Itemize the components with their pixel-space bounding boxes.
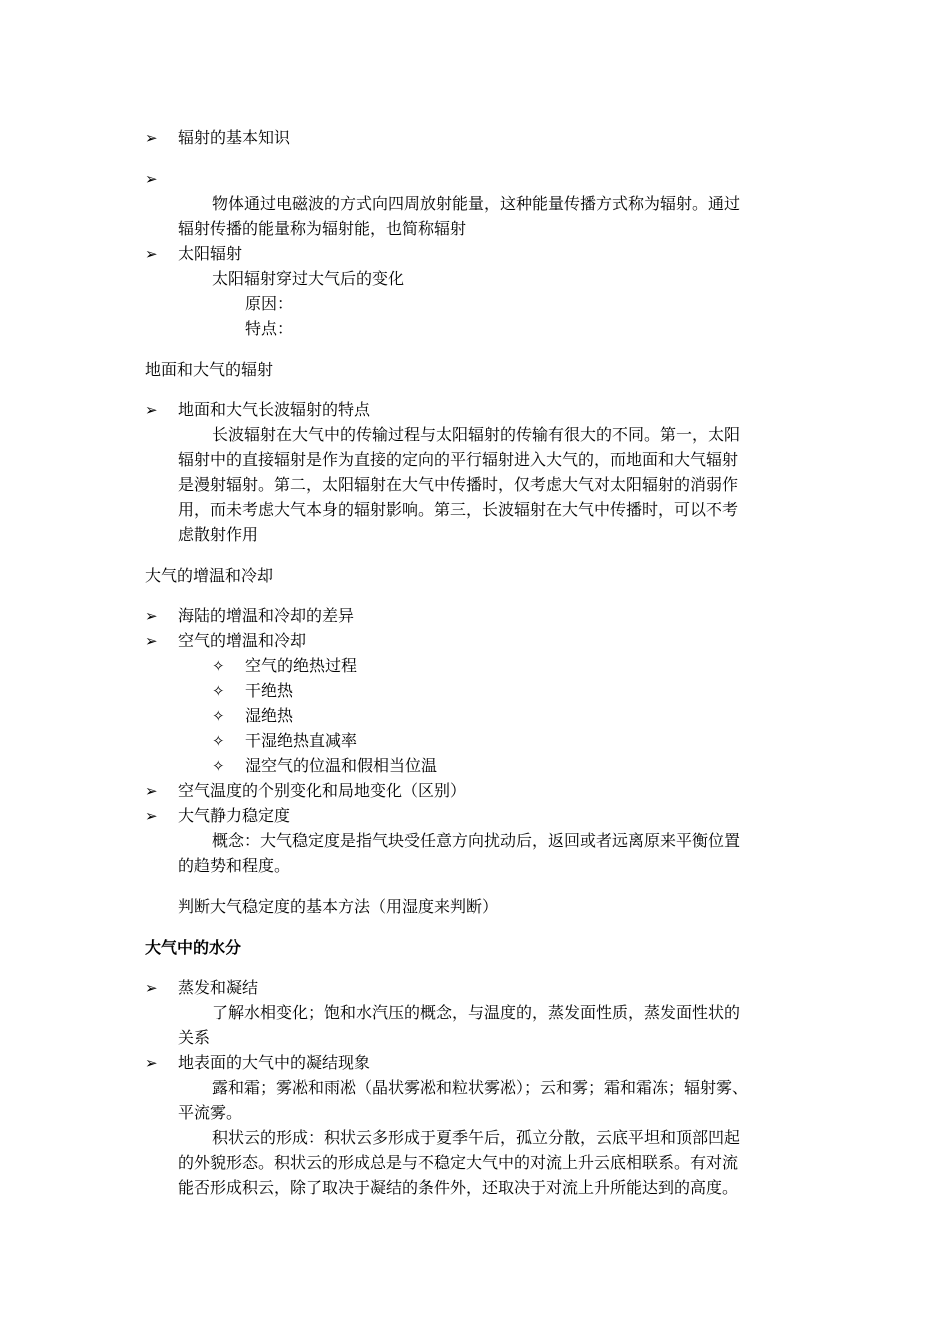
paragraph-line: 用，而未考虑大气本身的辐射影响。第三，长波辐射在大气中传播时，可以不考 <box>178 500 739 519</box>
diamond-bullet-icon: ✧ <box>212 732 225 750</box>
list-item: 空气温度的个别变化和局地变化（区别） <box>178 781 467 800</box>
paragraph-line: 辐射中的直接辐射是作为直接的定向的平行辐射进入大气的，而地面和大气辐射 <box>178 450 739 469</box>
list-item: 太阳辐射 <box>178 244 243 263</box>
paragraph-line: 积状云的形成：积状云多形成于夏季午后，孤立分散，云底平坦和顶部凹起 <box>212 1128 741 1147</box>
paragraph-line: 了解水相变化；饱和水汽压的概念，与温度的，蒸发面性质，蒸发面性状的 <box>212 1003 741 1022</box>
paragraph-line: 辐射传播的能量称为辐射能，也简称辐射 <box>178 219 467 238</box>
list-item: 海陆的增温和冷却的差异 <box>178 606 355 625</box>
arrow-bullet-icon: ➢ <box>145 245 158 263</box>
paragraph-line: 的趋势和程度。 <box>178 856 291 875</box>
sub-item: 空气的绝热过程 <box>245 656 358 675</box>
arrow-bullet-icon: ➢ <box>145 979 158 997</box>
section-heading-bold: 大气中的水分 <box>145 938 242 957</box>
arrow-bullet-icon: ➢ <box>145 129 158 147</box>
list-item: 空气的增温和冷却 <box>178 631 307 650</box>
section-heading: 地面和大气的辐射 <box>145 360 274 379</box>
paragraph-line: 物体通过电磁波的方式向四周放射能量，这种能量传播方式称为辐射。通过 <box>212 194 741 213</box>
diamond-bullet-icon: ✧ <box>212 707 225 725</box>
arrow-bullet-icon: ➢ <box>145 401 158 419</box>
paragraph-line: 长波辐射在大气中的传输过程与太阳辐射的传输有很大的不同。第一，太阳 <box>212 425 741 444</box>
arrow-bullet-icon: ➢ <box>145 782 158 800</box>
paragraph-line: 关系 <box>178 1028 211 1047</box>
arrow-bullet-icon: ➢ <box>145 607 158 625</box>
sub-item: 特点： <box>245 319 294 338</box>
paragraph-line: 能否形成积云，除了取决于凝结的条件外，还取决于对流上升所能达到的高度。 <box>178 1178 739 1197</box>
paragraph-line: 概念：大气稳定度是指气块受任意方向扰动后，返回或者远离原来平衡位置 <box>212 831 741 850</box>
paragraph-line: 判断大气稳定度的基本方法（用湿度来判断） <box>178 897 499 916</box>
arrow-bullet-icon: ➢ <box>145 170 158 188</box>
list-item: 地表面的大气中的凝结现象 <box>178 1053 371 1072</box>
list-item: 辐射的基本知识 <box>178 128 291 147</box>
diamond-bullet-icon: ✧ <box>212 657 225 675</box>
sub-item: 干绝热 <box>245 681 294 700</box>
paragraph-line: 是漫射辐射。第二，太阳辐射在大气中传播时，仅考虑大气对太阳辐射的消弱作 <box>178 475 739 494</box>
paragraph-line: 平流雾。 <box>178 1103 243 1122</box>
arrow-bullet-icon: ➢ <box>145 632 158 650</box>
paragraph-line: 露和霜；雾凇和雨凇（晶状雾凇和粒状雾凇）；云和雾；霜和霜冻；辐射雾、 <box>212 1078 749 1097</box>
paragraph-line: 的外貌形态。积状云的形成总是与不稳定大气中的对流上升云底相联系。有对流 <box>178 1153 739 1172</box>
sub-item: 干湿绝热直减率 <box>245 731 358 750</box>
paragraph-line: 虑散射作用 <box>178 525 259 544</box>
diamond-bullet-icon: ✧ <box>212 682 225 700</box>
sub-item: 湿绝热 <box>245 706 294 725</box>
sub-item: 湿空气的位温和假相当位温 <box>245 756 438 775</box>
arrow-bullet-icon: ➢ <box>145 807 158 825</box>
list-item: 蒸发和凝结 <box>178 978 259 997</box>
subheading: 太阳辐射穿过大气后的变化 <box>212 269 405 288</box>
section-heading: 大气的增温和冷却 <box>145 566 274 585</box>
list-item: 大气静力稳定度 <box>178 806 291 825</box>
list-item: 地面和大气长波辐射的特点 <box>178 400 371 419</box>
sub-item: 原因： <box>245 294 294 313</box>
arrow-bullet-icon: ➢ <box>145 1054 158 1072</box>
diamond-bullet-icon: ✧ <box>212 757 225 775</box>
